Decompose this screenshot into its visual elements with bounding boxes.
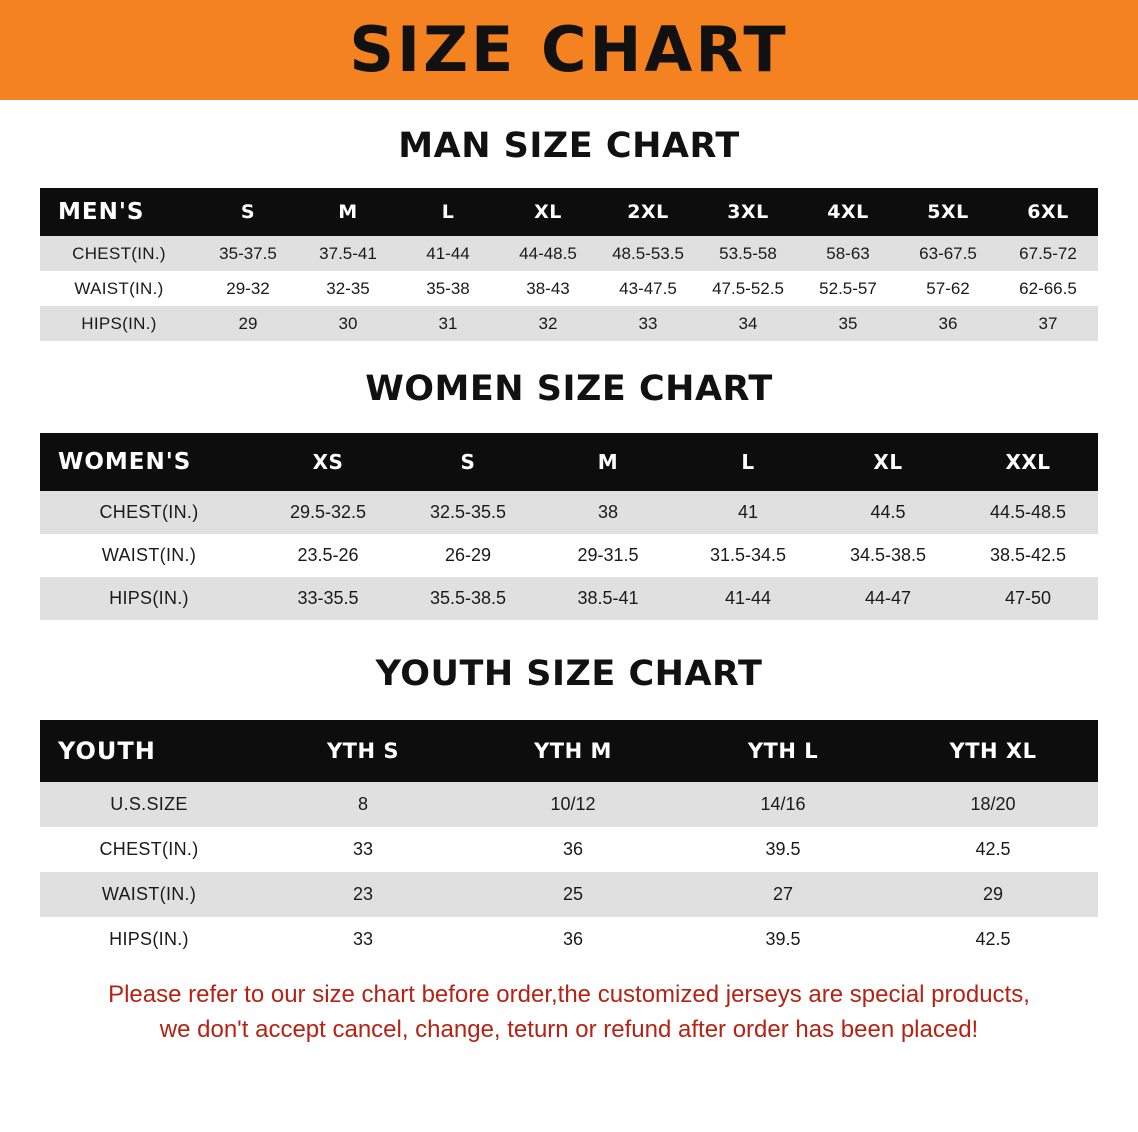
man-row2-cell-0: 29: [198, 306, 298, 341]
table-header-row: [40, 188, 1098, 236]
table-row: [40, 917, 1098, 962]
women-table-head: [40, 433, 1098, 491]
youth-header-cell-2: YTH M: [534, 739, 612, 763]
women-header-cell-2: S: [460, 450, 476, 474]
table-row: [40, 236, 1098, 271]
man-header-cell-5: 2XL: [627, 201, 669, 223]
man-row1-label: WAIST(IN.): [40, 271, 198, 306]
women-section-title: WOMEN SIZE CHART: [365, 369, 773, 409]
women-row1-cell-1: 26-29: [398, 534, 538, 577]
women-row1-cell-4: 34.5-38.5: [818, 534, 958, 577]
man-row1-cell-3: 38-43: [498, 271, 598, 306]
page-banner: [0, 0, 1138, 100]
youth-row3-cell-3: 42.5: [888, 917, 1098, 962]
man-header-cell-0: MEN'S: [58, 199, 145, 225]
table-row: [40, 577, 1098, 620]
man-row1-cell-1: 32-35: [298, 271, 398, 306]
youth-row2-cell-0: 23: [258, 872, 468, 917]
youth-row2-cell-3: 29: [888, 872, 1098, 917]
table-row: [40, 782, 1098, 827]
youth-row2-cell-2: 27: [678, 872, 888, 917]
women-table-wrap: [0, 433, 1138, 620]
man-row2-label: HIPS(IN.): [40, 306, 198, 341]
youth-row0-label: U.S.SIZE: [40, 782, 258, 827]
women-row2-label: HIPS(IN.): [40, 577, 258, 620]
man-row0-cell-6: 58-63: [798, 236, 898, 271]
women-size-table: [40, 433, 1098, 620]
man-row0-cell-2: 41-44: [398, 236, 498, 271]
youth-row3-cell-2: 39.5: [678, 917, 888, 962]
table-row: [40, 491, 1098, 534]
man-row0-cell-4: 48.5-53.5: [598, 236, 698, 271]
youth-row1-cell-1: 36: [468, 827, 678, 872]
man-header-cell-9: 6XL: [1027, 201, 1069, 223]
man-header-cell-1: S: [240, 201, 256, 223]
table-row: [40, 271, 1098, 306]
man-row0-cell-5: 53.5-58: [698, 236, 798, 271]
youth-row1-label: CHEST(IN.): [40, 827, 258, 872]
man-row2-cell-1: 30: [298, 306, 398, 341]
man-row2-cell-5: 34: [698, 306, 798, 341]
youth-size-table: [40, 720, 1098, 962]
man-table-wrap: [0, 188, 1138, 341]
page-title: SIZE CHART: [349, 13, 789, 86]
women-row0-cell-3: 41: [678, 491, 818, 534]
table-header-row: [40, 720, 1098, 782]
youth-row0-cell-0: 8: [258, 782, 468, 827]
women-row0-cell-4: 44.5: [818, 491, 958, 534]
man-row1-cell-5: 47.5-52.5: [698, 271, 798, 306]
women-header-cell-6: XXL: [1005, 450, 1051, 474]
youth-section-title: YOUTH SIZE CHART: [375, 654, 763, 694]
man-row1-cell-6: 52.5-57: [798, 271, 898, 306]
youth-row0-cell-2: 14/16: [678, 782, 888, 827]
women-row1-cell-2: 29-31.5: [538, 534, 678, 577]
man-row2-cell-2: 31: [398, 306, 498, 341]
man-row1-cell-0: 29-32: [198, 271, 298, 306]
table-header-row: [40, 433, 1098, 491]
man-row2-cell-3: 32: [498, 306, 598, 341]
women-header-cell-1: XS: [312, 450, 344, 474]
man-table-body: [40, 236, 1098, 341]
man-row0-cell-8: 67.5-72: [998, 236, 1098, 271]
man-row0-cell-7: 63-67.5: [898, 236, 998, 271]
man-header-cell-3: L: [441, 201, 455, 223]
women-row2-cell-2: 38.5-41: [538, 577, 678, 620]
man-row2-cell-8: 37: [998, 306, 1098, 341]
women-table-body: [40, 491, 1098, 620]
man-row1-cell-8: 62-66.5: [998, 271, 1098, 306]
women-row2-cell-3: 41-44: [678, 577, 818, 620]
women-header-cell-3: M: [597, 450, 619, 474]
youth-row3-cell-0: 33: [258, 917, 468, 962]
youth-table-head: [40, 720, 1098, 782]
youth-row1-cell-3: 42.5: [888, 827, 1098, 872]
women-row1-cell-3: 31.5-34.5: [678, 534, 818, 577]
youth-row0-cell-1: 10/12: [468, 782, 678, 827]
women-header-cell-0: WOMEN'S: [58, 449, 192, 475]
women-row2-cell-1: 35.5-38.5: [398, 577, 538, 620]
women-row0-cell-2: 38: [538, 491, 678, 534]
youth-row1-cell-2: 39.5: [678, 827, 888, 872]
man-row1-cell-4: 43-47.5: [598, 271, 698, 306]
table-row: [40, 827, 1098, 872]
youth-header-cell-0: YOUTH: [58, 737, 156, 765]
youth-row3-label: HIPS(IN.): [40, 917, 258, 962]
man-row1-cell-7: 57-62: [898, 271, 998, 306]
women-row2-cell-0: 33-35.5: [258, 577, 398, 620]
footer-note-line-2: we don't accept cancel, change, teturn or refund after order has been placed!: [159, 1015, 979, 1043]
man-row1-cell-2: 35-38: [398, 271, 498, 306]
youth-row1-cell-0: 33: [258, 827, 468, 872]
youth-header-cell-4: YTH XL: [949, 739, 1037, 763]
man-header-cell-2: M: [338, 201, 358, 223]
man-row0-cell-1: 37.5-41: [298, 236, 398, 271]
man-row2-cell-7: 36: [898, 306, 998, 341]
table-row: [40, 306, 1098, 341]
youth-row3-cell-1: 36: [468, 917, 678, 962]
youth-header-cell-1: YTH S: [326, 739, 400, 763]
man-row0-label: CHEST(IN.): [40, 236, 198, 271]
man-header-cell-4: XL: [534, 201, 562, 223]
women-row2-cell-4: 44-47: [818, 577, 958, 620]
women-row1-cell-0: 23.5-26: [258, 534, 398, 577]
man-section-title: MAN SIZE CHART: [398, 126, 740, 166]
youth-table-wrap: [0, 720, 1138, 962]
man-header-cell-6: 3XL: [727, 201, 769, 223]
table-row: [40, 534, 1098, 577]
youth-row0-cell-3: 18/20: [888, 782, 1098, 827]
youth-header-cell-3: YTH L: [747, 739, 819, 763]
man-row2-cell-4: 33: [598, 306, 698, 341]
women-header-cell-4: L: [741, 450, 755, 474]
man-header-cell-8: 5XL: [927, 201, 969, 223]
man-header-cell-7: 4XL: [827, 201, 869, 223]
women-row2-cell-5: 47-50: [958, 577, 1098, 620]
youth-row2-label: WAIST(IN.): [40, 872, 258, 917]
man-table-head: [40, 188, 1098, 236]
man-row0-cell-3: 44-48.5: [498, 236, 598, 271]
youth-row2-cell-1: 25: [468, 872, 678, 917]
footer-note: [0, 978, 1138, 1048]
women-row1-label: WAIST(IN.): [40, 534, 258, 577]
women-row1-cell-5: 38.5-42.5: [958, 534, 1098, 577]
table-row: [40, 872, 1098, 917]
women-row0-cell-5: 44.5-48.5: [958, 491, 1098, 534]
man-row2-cell-6: 35: [798, 306, 898, 341]
man-row0-cell-0: 35-37.5: [198, 236, 298, 271]
man-size-table: [40, 188, 1098, 341]
women-row0-cell-0: 29.5-32.5: [258, 491, 398, 534]
women-row0-label: CHEST(IN.): [40, 491, 258, 534]
footer-note-line-1: Please refer to our size chart before order,the customized jerseys are special products,: [108, 981, 1030, 1008]
women-header-cell-5: XL: [873, 450, 903, 474]
women-row0-cell-1: 32.5-35.5: [398, 491, 538, 534]
youth-table-body: [40, 782, 1098, 962]
